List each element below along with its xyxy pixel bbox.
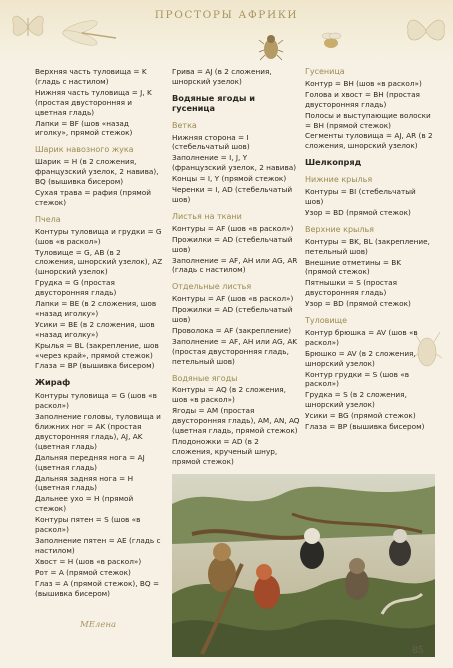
instruction-line: Проволока = AF (закрепление): [172, 325, 292, 335]
instruction-line: Узор = BD (прямой стежок): [305, 207, 411, 217]
instruction-line: Шарик = H (в 2 сложения, французский узелок, 2 навива), BQ (вышивка бисером): [35, 157, 159, 187]
author-signature: МЕлена: [80, 620, 117, 630]
instruction-line: Крылья = BL (закрепление, шов «через край», прямой стежок): [35, 340, 159, 360]
subsection-heading: Водяные ягоды: [172, 373, 238, 383]
instruction-line: Контуры = AF (шов «в раскол»): [172, 294, 294, 304]
instruction-line: Глаз = A (прямой стежок), BQ = (вышивка бисером): [35, 578, 160, 598]
instruction-line: Заполнение головы, туловища и ближних ног = AK (простая двусторонняя гладь), AJ, AK (цветная гладь): [35, 412, 161, 451]
text-column-2: [172, 67, 300, 468]
instruction-line: Лапки = BE (в 2 сложения, шов «назад иголку»): [35, 299, 157, 318]
instruction-line: Усики = BE (в 2 сложения, шов «назад иголку»): [35, 319, 155, 339]
instruction-line: Плодоножки = AD (в 2 сложения, крученый шнур, прямой стежок): [172, 437, 278, 466]
instruction-line: Глаза = BP (вышивка бисером): [35, 361, 155, 371]
instruction-line: Контуры пятен = S (шов «в раскол»): [35, 515, 141, 535]
bee-illustration: [318, 30, 344, 52]
instruction-line: Лапки = BF (шов «назад иголку», прямой стежок): [35, 118, 133, 138]
instruction-line: Брюшко = AV (в 2 сложения, шнорский узелок): [305, 348, 416, 368]
monkeys-illustration: [172, 474, 435, 657]
instruction-line: Нижняя часть туловища = J, K (простая двусторонняя и цветная гладь): [35, 87, 152, 117]
section-heading: Жираф: [35, 377, 71, 388]
instruction-line: Усики = BG (прямой стежок): [305, 411, 416, 421]
instruction-line: Грива = AJ (в 2 сложения, шнорский узелок): [172, 67, 272, 86]
instruction-line: Голова и хвост = BH (простая двусторонняя гладь): [305, 89, 420, 109]
instruction-line: Дальняя передняя нога = AJ (цветная гладь): [35, 452, 145, 472]
subsection-heading: Туловище: [305, 316, 347, 326]
instruction-line: Концы = I, Y (прямой стежок): [172, 174, 287, 184]
instruction-line: Заполнение пятен = AE (гладь с настилом): [35, 535, 161, 555]
instruction-line: Ягоды = AM (простая двусторонняя гладь), AM, AN, AQ (цветная гладь, прямой стежок): [172, 406, 300, 436]
instruction-line: Черенки = I, AD (стебельчатый шов): [172, 185, 293, 204]
subsection-heading: Верхние крылья: [305, 224, 374, 234]
section-heading: Шелкопряд: [305, 157, 362, 168]
instruction-line: Полосы и выступающие волоски = BH (прямой стежок): [305, 110, 431, 130]
page-number: 85: [412, 646, 424, 656]
instruction-line: Сухая трава = рафия (прямой стежок): [35, 187, 151, 207]
instruction-line: Пятнышки = S (простая двусторонняя гладь): [305, 278, 398, 298]
subsection-heading: Листья на ткани: [172, 211, 242, 221]
instruction-line: Нижняя сторона = I (стебельчатый шов): [172, 132, 250, 152]
instruction-line: Контур грудки = S (шов «в раскол»): [305, 369, 409, 389]
beetle-illustration: [258, 32, 284, 62]
subsection-heading: Пчела: [35, 214, 61, 224]
instruction-line: Хвост = H (шов «в раскол»): [35, 556, 142, 566]
instruction-line: Прожилки = AD (стебельчатый шов): [172, 305, 293, 325]
subsection-heading: Отдельные листья: [172, 282, 252, 292]
instruction-line: Дальняя задняя нога = H (цветная гладь): [35, 473, 134, 493]
instruction-line: Глаза = BP (вышивка бисером): [305, 422, 425, 432]
instruction-line: Контуры = BI (стебельчатый шов): [305, 187, 416, 206]
instruction-line: Контур брюшка = AV (шов «в раскол»): [305, 327, 418, 347]
instruction-line: Рот = A (прямой стежок): [35, 567, 131, 577]
instruction-line: Туловище = G, AB (в 2 сложения, шнорский узелок), AZ (шнорский узелок): [35, 247, 163, 277]
instruction-line: Дальнее ухо = H (прямой стежок): [35, 494, 134, 514]
instruction-line: Заполнение = I, J, Y (французский узелок, 2 навива): [172, 153, 297, 173]
instruction-line: Заполнение = AF, AH или AG, AR (гладь с настилом): [172, 255, 298, 275]
instruction-line: Сегменты туловища = AJ, AR (в 2 сложения, шнорский узелок): [305, 131, 433, 151]
instruction-line: Внешние отметины = BK (прямой стежок): [305, 257, 402, 277]
instruction-line: Контуры = BK, BL (закрепление, петельный шов): [305, 236, 430, 256]
page-title: ПРОСТОРЫ АФРИКИ: [154, 9, 299, 21]
subsection-heading: Ветка: [172, 120, 197, 130]
instruction-line: Узор = BD (прямой стежок): [305, 299, 411, 309]
instruction-line: Контур = BH (шов «в раскол»): [305, 78, 422, 88]
instruction-line: Верхняя часть туловища = K (гладь с настилом): [35, 67, 147, 86]
instruction-line: Контуры = AF (шов «в раскол»): [172, 223, 294, 233]
instruction-line: Контуры туловища = G (шов «в раскол»): [35, 391, 157, 411]
section-heading: Водяные ягоды и гусеница: [172, 92, 255, 113]
text-column-3: [305, 67, 433, 433]
instruction-line: Грудка = G (простая двусторонняя гладь): [35, 278, 117, 298]
text-column-1: [35, 67, 163, 599]
instruction-line: Грудка = S (в 2 сложения, шнорский узелок): [305, 390, 407, 410]
subsection-heading: Гусеница: [305, 67, 345, 76]
subsection-heading: Шарик навозного жука: [35, 145, 134, 155]
instruction-line: Прожилки = AD (стебельчатый шов): [172, 234, 293, 254]
instruction-line: Заполнение = AF, AH или AG, AK (простая двусторонняя гладь, петельный шов): [172, 336, 298, 366]
subsection-heading: Нижние крылья: [305, 175, 373, 185]
instruction-line: Контуры туловища и грудки = G (шов «в раскол»): [35, 226, 162, 246]
instruction-line: Контуры = AQ (в 2 сложения, шов «в раскол»): [172, 385, 286, 405]
